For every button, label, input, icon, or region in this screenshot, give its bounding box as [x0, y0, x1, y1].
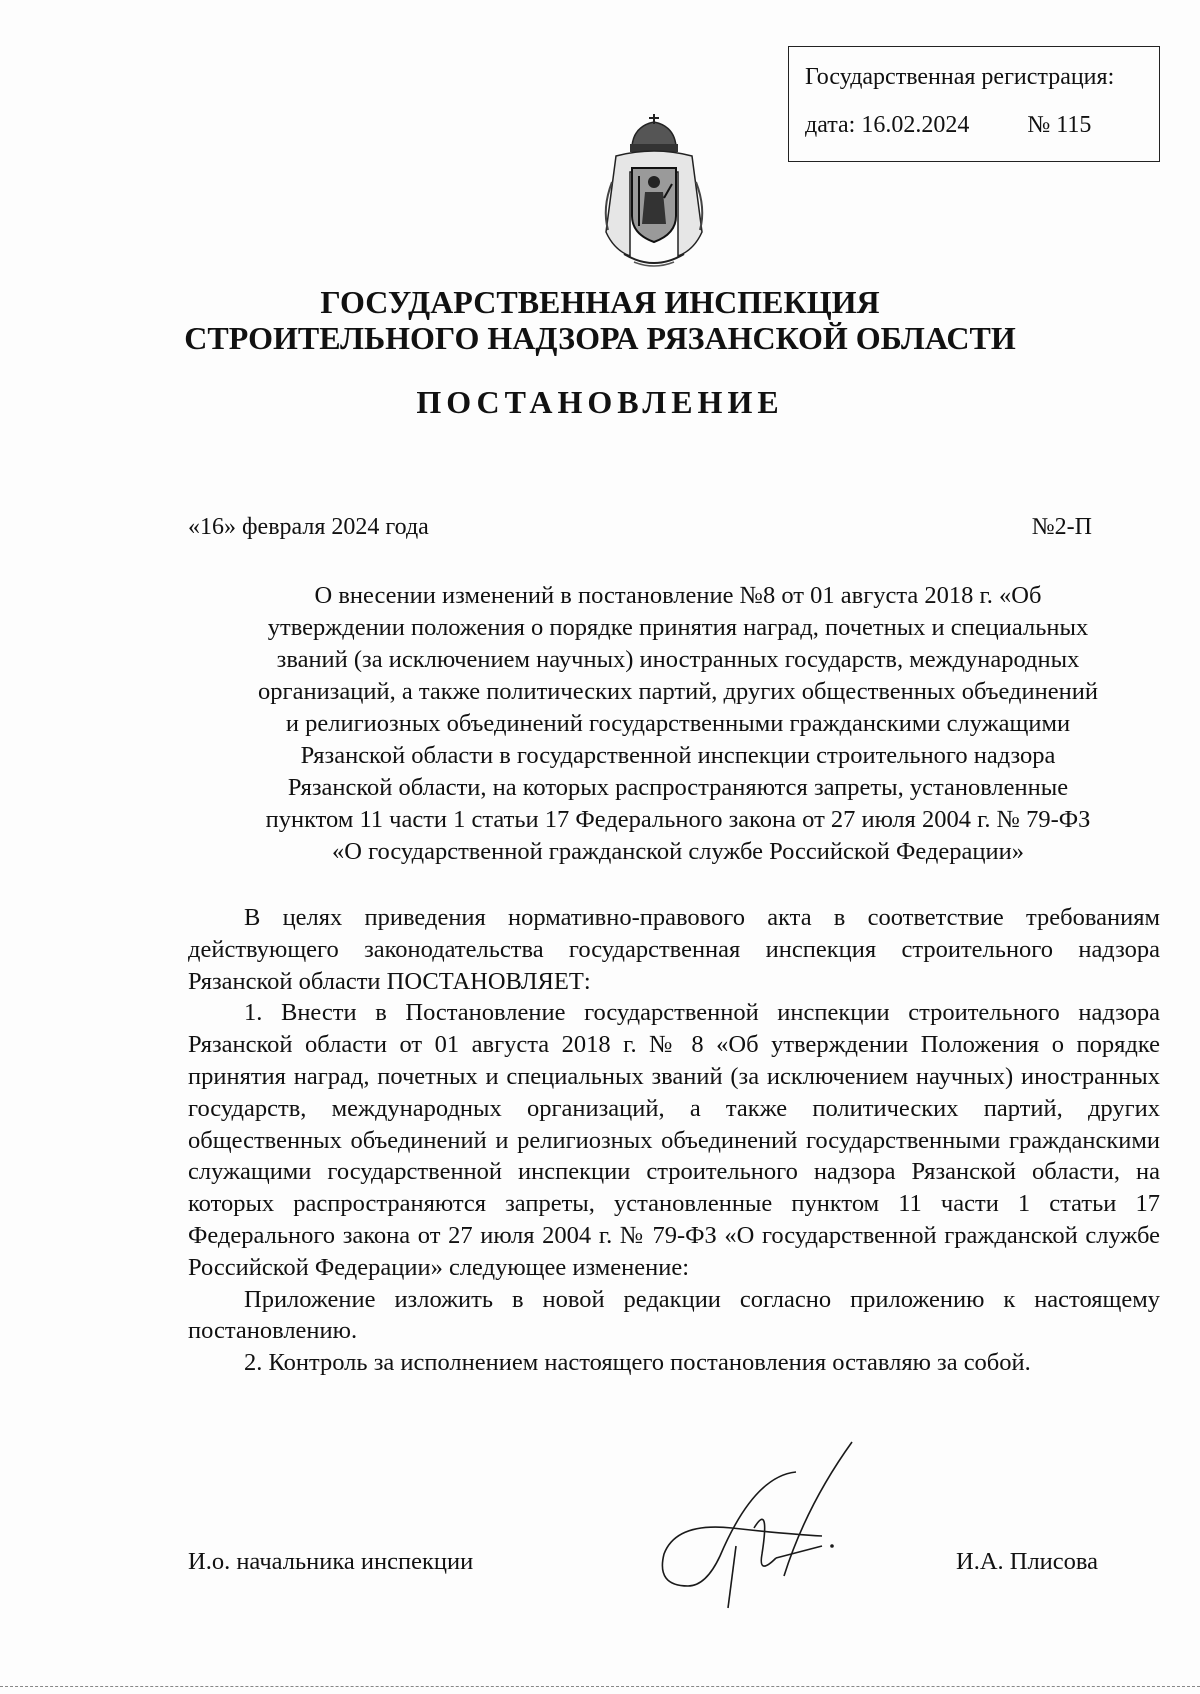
document-type: ПОСТАНОВЛЕНИЕ	[416, 384, 784, 420]
subject-line: пунктом 11 части 1 статьи 17 Федерального закона от 27 июля 2004 г. № 79-ФЗ	[265, 806, 1091, 833]
organization-title-line2: СТРОИТЕЛЬНОГО НАДЗОРА РЯЗАНСКОЙ ОБЛАСТИ	[184, 320, 1016, 356]
handwritten-signature	[636, 1436, 896, 1626]
subject-line: утверждении положения о порядке принятия наград, почетных и специальных	[267, 614, 1089, 641]
document-meta-row	[188, 514, 1092, 541]
subject-line: организаций, а также политических партий, других общественных объединений	[258, 678, 1098, 705]
item-1-paragraph: 1. Внести в Постановление государственной инспекции строительного надзора Рязанской области от 01 августа 2018 г. № 8 «Об утверждении Положения о порядке принятия наград, почетных и специальных званий (за исключением научных) иностранных государств, международных организаций, а также политических партий, других общественных объединений и религиозных объединений государственными гражданскими служащими государственной инспекции строительного надзора Рязанской области, на которых распространяются запреты, установленные пунктом 11 части 1 статьи 17 Федерального закона от 27 июля 2004 г. № 79-ФЗ «О государственной гражданской службе Российской Федерации» следующее изменение:	[188, 999, 1160, 1281]
registration-details	[805, 111, 1159, 139]
signatory-position: И.о. начальника инспекции	[188, 1548, 474, 1575]
document-subject	[188, 580, 1168, 868]
document-number: №2-П	[1031, 514, 1092, 540]
item-2-paragraph: 2. Контроль за исполнением настоящего постановления оставляю за собой.	[244, 1349, 1031, 1377]
subject-line: и религиозных объединений государственными гражданскими служащими	[285, 710, 1071, 737]
registration-label: Государственная регистрация:	[805, 64, 1115, 90]
subject-line: Рязанской области, на которых распространяются запреты, установленные	[287, 774, 1069, 801]
registration-number: № 115	[1027, 112, 1092, 138]
subject-line: званий (за исключением научных) иностранных государств, международных	[276, 646, 1080, 673]
subject-line: «О государственной гражданской службе Российской Федерации»	[332, 838, 1024, 865]
document-body	[188, 902, 1160, 1379]
coat-of-arms-icon	[594, 112, 714, 272]
registration-date: дата: 16.02.2024	[805, 112, 970, 138]
subject-line: Рязанской области в государственной инспекции строительного надзора	[300, 742, 1056, 769]
document-date: «16» февраля 2024 года	[188, 514, 429, 540]
item-1-detail-paragraph: Приложение изложить в новой редакции согласно приложению к настоящему постановлению.	[188, 1285, 1160, 1345]
page-bottom-edge	[0, 1686, 1200, 1687]
signatory-name: И.А. Плисова	[956, 1548, 1099, 1575]
organization-title	[100, 284, 1100, 356]
preamble-paragraph: В целях приведения нормативно-правового акта в соответствие требованиям действующего законодательства государственная инспекция строительного надзора Рязанской области ПОСТАНОВЛЯЕТ:	[188, 904, 1160, 995]
registration-box	[788, 46, 1160, 162]
organization-title-line1: ГОСУДАРСТВЕННАЯ ИНСПЕКЦИЯ	[320, 284, 880, 320]
subject-line: О внесении изменений в постановление №8 от 01 августа 2018 г. «Об	[314, 582, 1042, 609]
